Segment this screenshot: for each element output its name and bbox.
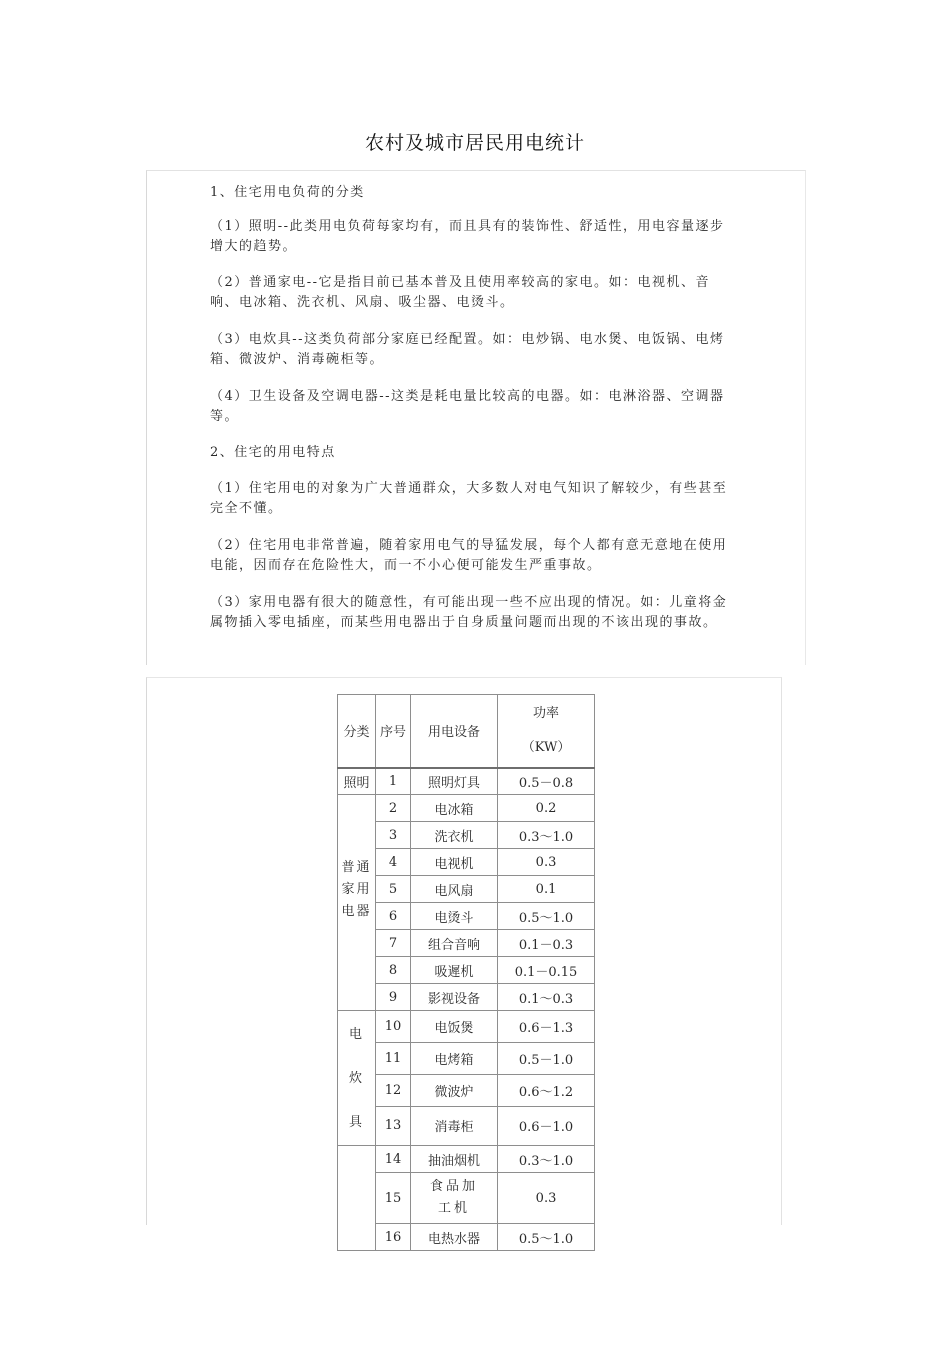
table-row [338, 1011, 595, 1043]
cell-index: 3 [376, 822, 411, 849]
cell-device: 抽油烟机 [411, 1146, 498, 1173]
cell-index: 1 [376, 768, 411, 795]
cell-index: 2 [376, 795, 411, 822]
paragraph-cooking: （3）电炊具--这类负荷部分家庭已经配置。如：电炒锅、电水煲、电饭锅、电烤箱、微波炉、消毒碗柜等。 [210, 332, 725, 367]
cell-device: 影视设备 [411, 984, 498, 1011]
cell-index: 14 [376, 1146, 411, 1173]
cell-device: 洗衣机 [411, 822, 498, 849]
cell-index: 8 [376, 957, 411, 984]
cell-device: 电烤箱 [411, 1042, 498, 1074]
cell-index: 12 [376, 1074, 411, 1106]
table-row [338, 957, 595, 984]
group-lighting: 照明 [338, 768, 376, 795]
cell-power: 0.3～1.0 [498, 1146, 595, 1173]
header-category: 分类 [338, 695, 376, 768]
table-row [338, 1146, 595, 1173]
cell-index: 6 [376, 903, 411, 930]
paragraph-feature-3: （3）家用电器有很大的随意性，有可能出现一些不应出现的情况。如：儿童将金属物插入零电插座，而某些用电器出于自身质量问题而出现的不该出现的事故。 [210, 595, 728, 630]
cell-power: 0.3 [498, 849, 595, 876]
cell-device: 消毒柜 [411, 1106, 498, 1145]
cell-device: 吸遲机 [411, 957, 498, 984]
table-row [338, 1106, 595, 1145]
cell-power: 0.2 [498, 795, 595, 822]
group-cooking: 电炊具 [338, 1011, 376, 1146]
table-row [338, 822, 595, 849]
cell-device: 电热水器 [411, 1224, 498, 1251]
cell-index: 13 [376, 1106, 411, 1145]
table-row [338, 903, 595, 930]
cell-device: 电烫斗 [411, 903, 498, 930]
cell-power: 0.1－0.15 [498, 957, 595, 984]
header-power-unit: （KW） [521, 739, 571, 755]
table-row [338, 930, 595, 957]
header-power-label: 功率 [533, 705, 560, 721]
paragraph-appliances: （2）普通家电--它是指目前已基本普及且使用率较高的家电。如：电视机、音响、电冰箱、洗衣机、风扇、吸尘器、电烫斗。 [210, 275, 711, 310]
cell-power: 0.1～0.3 [498, 984, 595, 1011]
table-row [338, 795, 595, 822]
header-device: 用电设备 [411, 695, 498, 768]
paragraph-sanitary: （4）卫生设备及空调电器--这类是耗电量比较高的电器。如：电淋浴器、空调器等。 [210, 389, 725, 424]
table-row [338, 876, 595, 903]
cell-index: 7 [376, 930, 411, 957]
cell-power: 0.3～1.0 [498, 822, 595, 849]
table-row [338, 1173, 595, 1224]
cell-index: 10 [376, 1011, 411, 1043]
cell-power: 0.5－1.0 [498, 1042, 595, 1074]
cell-device: 食品加工机 [411, 1173, 498, 1224]
section-heading-1: 1、住宅用电负荷的分类 [210, 185, 365, 200]
cell-index: 4 [376, 849, 411, 876]
table-row [338, 984, 595, 1011]
section-heading-2: 2、住宅的用电特点 [210, 445, 336, 460]
cell-index: 5 [376, 876, 411, 903]
cell-device: 组合音响 [411, 930, 498, 957]
table-header-row [338, 695, 595, 768]
paragraph-feature-2: （2）住宅用电非常普遍，随着家用电气的导猛发展，每个人都有意无意地在使用电能，因而存在危险性大，而一不小心便可能发生严重事故。 [210, 538, 728, 573]
cell-index: 15 [376, 1173, 411, 1224]
power-table [337, 694, 595, 1251]
header-index: 序号 [376, 695, 411, 768]
cell-device: 电饭煲 [411, 1011, 498, 1043]
cell-device: 电风扇 [411, 876, 498, 903]
table-row [338, 849, 595, 876]
document-title: 农村及城市居民用电统计 [364, 132, 585, 154]
group-appliances: 普通家用电器 [338, 795, 376, 1011]
table-row [338, 1224, 595, 1251]
cell-power: 0.5～1.0 [498, 1224, 595, 1251]
table-row [338, 1074, 595, 1106]
cell-device: 照明灯具 [411, 768, 498, 795]
cell-power: 0.6～1.2 [498, 1074, 595, 1106]
cell-index: 11 [376, 1042, 411, 1074]
cell-index: 16 [376, 1224, 411, 1251]
cell-device: 电视机 [411, 849, 498, 876]
table-row [338, 1042, 595, 1074]
cell-device: 微波炉 [411, 1074, 498, 1106]
cell-power: 0.1－0.3 [498, 930, 595, 957]
paragraph-feature-1: （1）住宅用电的对象为广大普通群众，大多数人对电气知识了解较少，有些甚至完全不懂。 [210, 481, 728, 516]
group-blank [338, 1146, 376, 1251]
cell-power: 0.6－1.0 [498, 1106, 595, 1145]
cell-index: 9 [376, 984, 411, 1011]
cell-device: 电冰箱 [411, 795, 498, 822]
cell-power: 0.6－1.3 [498, 1011, 595, 1043]
cell-power: 0.1 [498, 876, 595, 903]
cell-power: 0.3 [498, 1173, 595, 1224]
cell-power: 0.5～1.0 [498, 903, 595, 930]
cell-power: 0.5－0.8 [498, 768, 595, 795]
header-power [498, 695, 595, 768]
table-row [338, 768, 595, 795]
text-panel [146, 170, 806, 665]
paragraph-lighting: （1）照明--此类用电负荷每家均有，而且具有的装饰性、舒适性，用电容量逐步增大的趋势。 [210, 219, 725, 254]
